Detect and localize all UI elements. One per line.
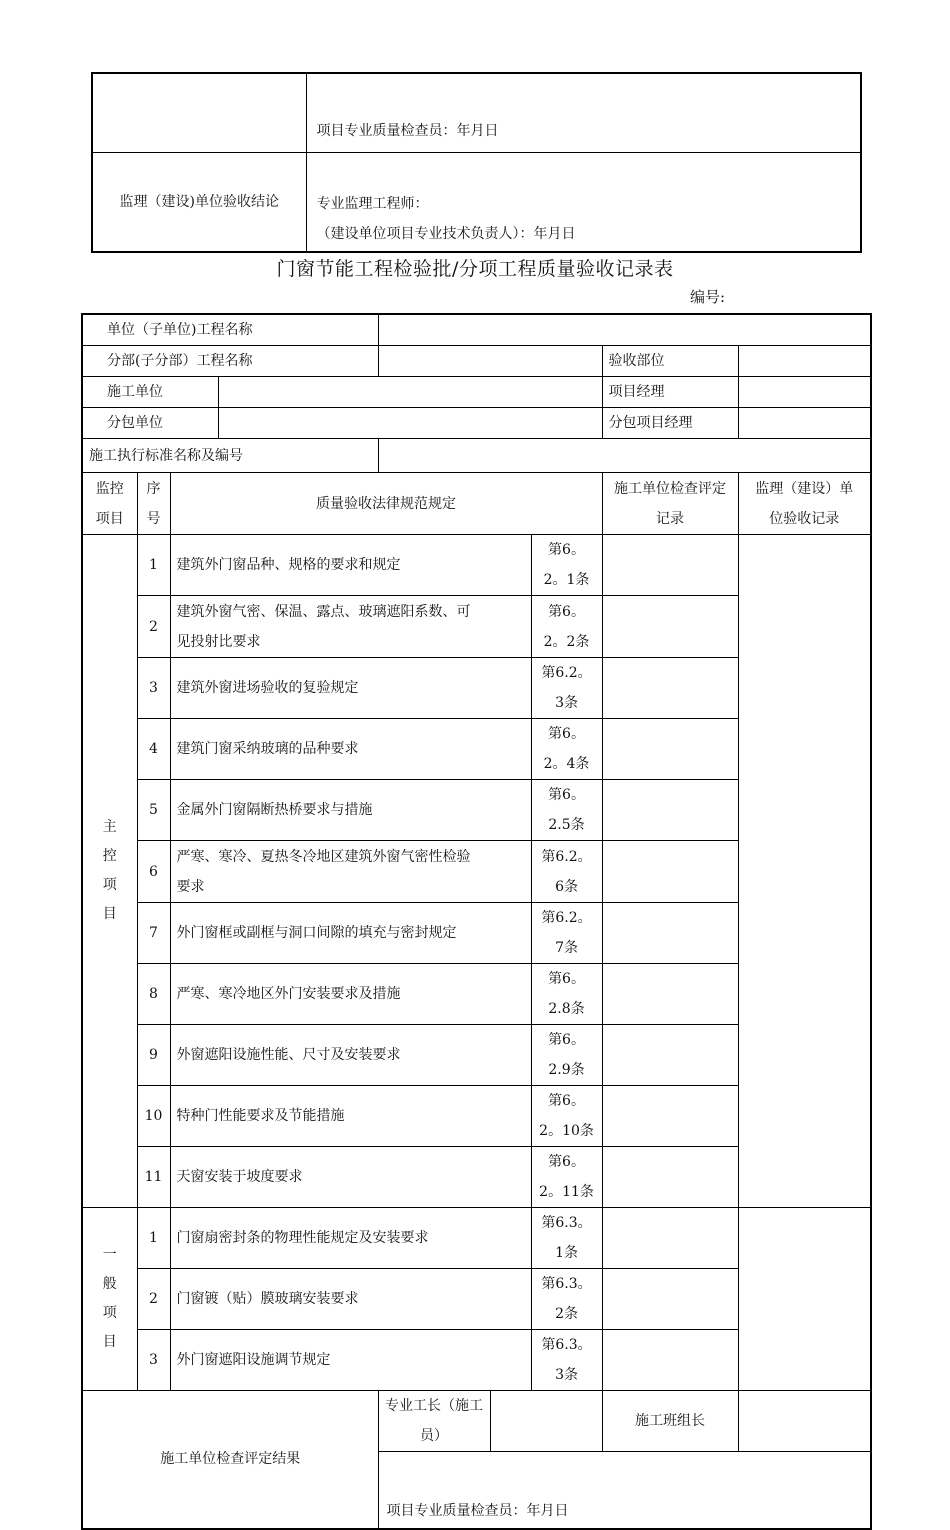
item-no: 4 <box>137 719 170 780</box>
footer-inspector-sign-text: 项目专业质量检查员：年月日 <box>386 1502 569 1519</box>
item-clause: 第6。2。2条 <box>531 596 602 658</box>
item-no: 7 <box>137 903 170 964</box>
item-requirement: 特种门性能要求及节能措施 <box>170 1086 531 1147</box>
item-no: 6 <box>137 841 170 903</box>
col-check-line-1: 施工单位检查评定 <box>614 480 727 497</box>
item-requirement: 外门窗框或副框与洞口间隙的填充与密封规定 <box>170 903 531 964</box>
general-group-label <box>82 1208 137 1391</box>
construction-result-label: 施工单位检查评定结果 <box>82 1391 378 1529</box>
item-requirement: 外窗遮阳设施性能、尺寸及安装要求 <box>170 1025 531 1086</box>
item-clause: 第6。2。4条 <box>531 719 602 780</box>
item-check-record[interactable] <box>602 596 738 658</box>
main-group-char: 控 <box>102 848 117 864</box>
item-check-record[interactable] <box>602 1147 738 1208</box>
item-check-record[interactable] <box>602 780 738 841</box>
item-requirement: 门窗扇密封条的物理性能规定及安装要求 <box>170 1208 531 1269</box>
main-supervision-record[interactable] <box>738 535 871 1208</box>
team-leader-value[interactable] <box>738 1391 871 1452</box>
col-seq-header <box>137 473 170 535</box>
col-supervision-header <box>738 473 871 535</box>
item-check-record[interactable] <box>602 1330 738 1391</box>
col-check-header <box>602 473 738 535</box>
item-no: 11 <box>137 1147 170 1208</box>
item-no: 3 <box>137 658 170 719</box>
row-standard <box>82 439 871 473</box>
inspector-sign-cell <box>306 73 861 152</box>
acceptance-record-table <box>81 313 872 1530</box>
subcontractor-value[interactable] <box>218 408 602 439</box>
item-requirement <box>170 841 531 903</box>
col-spec-header: 质量验收法律规范规定 <box>170 473 602 535</box>
supervisor-line-2: （建设单位项目专业技术负责人）：年月日 <box>316 226 576 242</box>
foreman-value[interactable] <box>490 1391 602 1452</box>
supervision-conclusion-label: 监理（建设)单位验收结论 <box>92 152 306 252</box>
item-clause: 第6。2.9条 <box>531 1025 602 1086</box>
item-no: 8 <box>137 964 170 1025</box>
supervisor-sign-cell <box>306 152 861 252</box>
item-requirement-line-2: 要求 <box>176 878 205 895</box>
item-requirement: 外门窗遮阳设施调节规定 <box>170 1330 531 1391</box>
project-manager-label: 项目经理 <box>602 377 738 408</box>
col-seq-line-1: 序 <box>146 480 161 497</box>
constructor-label: 施工单位 <box>82 377 218 408</box>
footer-row <box>82 1391 871 1452</box>
item-clause: 第6.3。1条 <box>531 1208 602 1269</box>
item-check-record[interactable] <box>602 1269 738 1330</box>
item-requirement-line-1: 严寒、寒冷、夏热冬冷地区建筑外窗气密性检验 <box>176 848 471 865</box>
supervisor-line-1: 专业监理工程师： <box>316 196 429 212</box>
col-check-line-2: 记录 <box>656 510 685 527</box>
item-clause: 第6。2.5条 <box>531 780 602 841</box>
item-clause: 第6.3。2条 <box>531 1269 602 1330</box>
main-control-group-label <box>82 535 137 1208</box>
item-check-record[interactable] <box>602 658 738 719</box>
col-super-line-1: 监理（建设）单 <box>755 480 854 497</box>
col-super-line-2: 位验收记录 <box>769 510 840 527</box>
sub-manager-value[interactable] <box>738 408 871 439</box>
item-no: 2 <box>137 596 170 658</box>
main-group-char: 主 <box>102 819 117 835</box>
col-item-header <box>82 473 137 535</box>
main-group-char: 项 <box>102 877 117 893</box>
item-requirement-line-1: 建筑外窗气密、保温、露点、玻璃遮阳系数、可 <box>176 603 471 620</box>
column-header-row <box>82 473 871 535</box>
item-requirement <box>170 596 531 658</box>
standard-label: 施工执行标准名称及编号 <box>82 439 378 473</box>
team-leader-label: 施工班组长 <box>602 1391 738 1452</box>
item-no: 1 <box>137 1208 170 1269</box>
previous-form-fragment <box>91 72 862 253</box>
general-group-char: 般 <box>102 1276 117 1292</box>
item-requirement: 金属外门窗隔断热桥要求与措施 <box>170 780 531 841</box>
item-check-record[interactable] <box>602 903 738 964</box>
sub-manager-label: 分包项目经理 <box>602 408 738 439</box>
foreman-label: 专业工长（施工员） <box>378 1391 490 1452</box>
item-check-record[interactable] <box>602 1025 738 1086</box>
acceptance-part-label: 验收部位 <box>602 346 738 377</box>
acceptance-part-value[interactable] <box>738 346 871 377</box>
row-project-name <box>82 314 871 346</box>
item-clause: 第6.2。7条 <box>531 903 602 964</box>
item-clause: 第6.2。3条 <box>531 658 602 719</box>
table-row <box>82 535 871 596</box>
col-seq-line-2: 号 <box>146 510 161 527</box>
row-sub-project <box>82 346 871 377</box>
inspector-sign-text: 项目专业质量检查员：年月日 <box>316 122 499 139</box>
row-subcontractor <box>82 408 871 439</box>
col-item-line-2: 项目 <box>95 510 124 527</box>
item-requirement: 门窗镀（贴）膜玻璃安装要求 <box>170 1269 531 1330</box>
item-no: 10 <box>137 1086 170 1147</box>
item-no: 3 <box>137 1330 170 1391</box>
standard-value[interactable] <box>378 439 871 473</box>
item-check-record[interactable] <box>602 535 738 596</box>
main-group-char: 目 <box>102 906 117 922</box>
item-check-record[interactable] <box>602 841 738 903</box>
project-name-label: 单位（子单位)工程名称 <box>82 314 378 346</box>
item-check-record[interactable] <box>602 964 738 1025</box>
item-no: 2 <box>137 1269 170 1330</box>
item-clause: 第6。2。11条 <box>531 1147 602 1208</box>
table-row <box>82 1208 871 1269</box>
item-clause: 第6.3。3条 <box>531 1330 602 1391</box>
footer-inspector-sign-cell <box>378 1452 871 1529</box>
sub-project-label: 分部(子分部）工程名称 <box>82 346 378 377</box>
col-item-line-1: 监控 <box>95 480 124 497</box>
general-group-char: 目 <box>102 1334 117 1350</box>
item-no: 9 <box>137 1025 170 1086</box>
item-requirement: 建筑外门窗品种、规格的要求和规定 <box>170 535 531 596</box>
item-requirement: 建筑外窗进场验收的复验规定 <box>170 658 531 719</box>
form-title: 门窗节能工程检验批/分项工程质量验收记录表 <box>276 258 674 280</box>
item-clause: 第6.2。6条 <box>531 841 602 903</box>
general-supervision-record[interactable] <box>738 1208 871 1391</box>
item-check-record[interactable] <box>602 719 738 780</box>
general-group-char: 一 <box>102 1247 117 1263</box>
sub-project-value[interactable] <box>378 346 602 377</box>
item-requirement-line-2: 见投射比要求 <box>176 633 261 650</box>
empty-label-cell <box>92 73 306 152</box>
item-requirement: 天窗安装于坡度要求 <box>170 1147 531 1208</box>
item-check-record[interactable] <box>602 1086 738 1147</box>
item-no: 1 <box>137 535 170 596</box>
constructor-value[interactable] <box>218 377 602 408</box>
project-name-value[interactable] <box>378 314 871 346</box>
project-manager-value[interactable] <box>738 377 871 408</box>
item-no: 5 <box>137 780 170 841</box>
item-requirement: 建筑门窗采纳玻璃的品种要求 <box>170 719 531 780</box>
general-group-char: 项 <box>102 1305 117 1321</box>
document-number-label: 编号: <box>690 288 726 306</box>
row-constructor <box>82 377 871 408</box>
item-clause: 第6。2。10条 <box>531 1086 602 1147</box>
item-clause: 第6。2.8条 <box>531 964 602 1025</box>
item-check-record[interactable] <box>602 1208 738 1269</box>
item-requirement: 严寒、寒冷地区外门安装要求及措施 <box>170 964 531 1025</box>
subcontractor-label: 分包单位 <box>82 408 218 439</box>
item-clause: 第6。2。1条 <box>531 535 602 596</box>
